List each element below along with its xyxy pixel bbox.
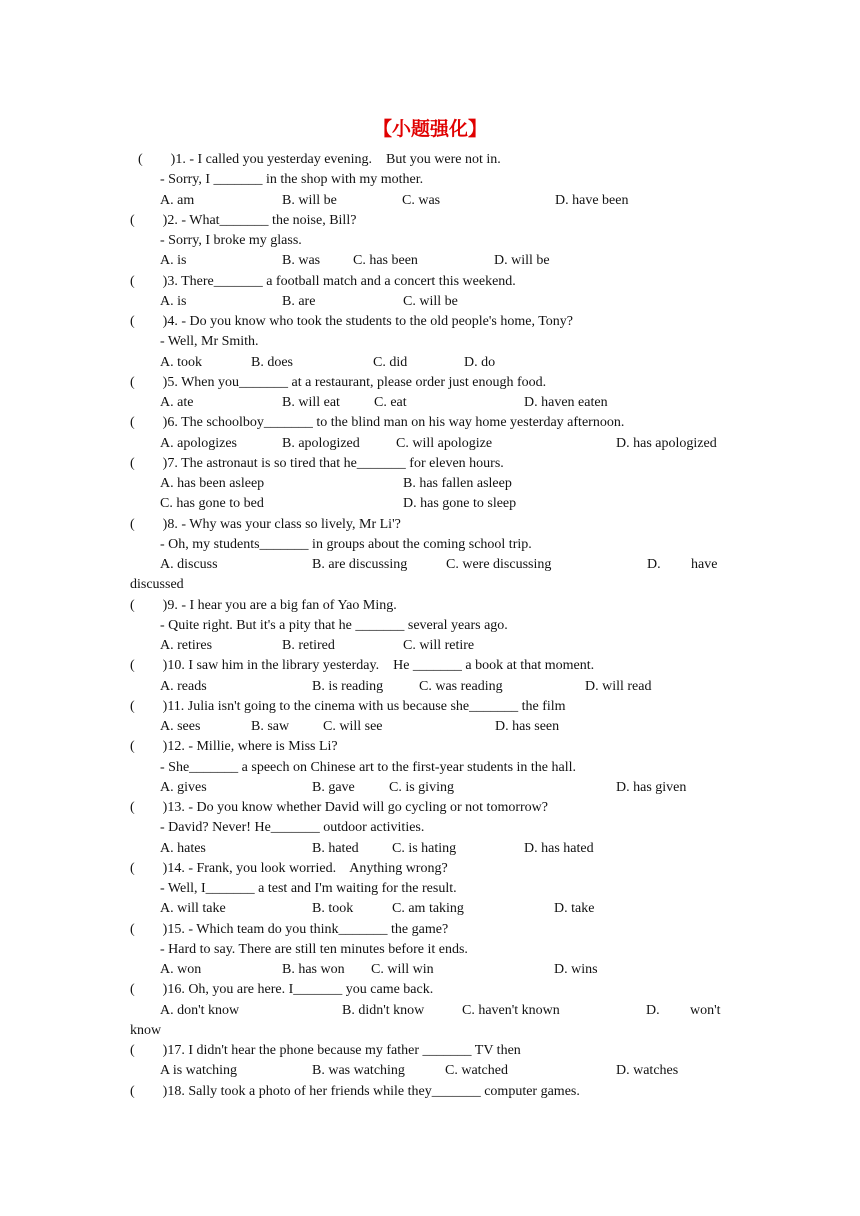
option-d-text: have	[691, 557, 718, 572]
option-d: D. do	[464, 354, 496, 370]
question-17-stem: ( )17. I didn't hear the phone because my father _______ TV then	[130, 1043, 521, 1058]
question-2-stem: ( )2. - What_______ the noise, Bill?	[130, 212, 357, 228]
option-a: A. won	[160, 962, 202, 977]
option-c: C. watched	[445, 1063, 508, 1079]
option-b: B. has won	[282, 962, 345, 977]
question-16-option-d-wrap: know	[130, 1022, 162, 1038]
question-14-sub: - Well, I_______ a test and I'm waiting for the result.	[160, 881, 457, 896]
option-a: A. sees	[160, 719, 201, 734]
option-b: B. has fallen asleep	[403, 476, 512, 491]
option-c: C. will be	[403, 293, 458, 309]
question-2-options	[130, 251, 730, 271]
question-7-options-row2	[130, 494, 730, 514]
question-8-sub: - Oh, my students_______ in groups about the coming school trip.	[160, 536, 532, 552]
question-15-sub: - Hard to say. There are still ten minutes before it ends.	[160, 941, 468, 957]
option-a: A. don't know	[160, 1002, 240, 1018]
option-d: D. will read	[585, 678, 652, 694]
option-d-letter: D.	[646, 1002, 660, 1018]
question-list	[130, 150, 730, 1102]
option-c: C. will apologize	[396, 435, 493, 451]
option-a: A. is	[160, 253, 187, 269]
option-d: D. wins	[554, 962, 598, 977]
option-a: A. gives	[160, 779, 207, 795]
question-12-options	[130, 778, 730, 798]
option-d: D. has gone to sleep	[403, 496, 517, 512]
option-c: C. am taking	[392, 901, 464, 917]
option-b: B. was watching	[312, 1063, 405, 1079]
question-7-stem: ( )7. The astronaut is so tired that he_______ for eleven hours.	[130, 455, 504, 471]
option-a: A. is	[160, 293, 187, 309]
option-a: A. reads	[160, 678, 207, 694]
option-b: B. apologized	[282, 435, 360, 451]
option-d: D. has seen	[495, 719, 560, 734]
option-d: D. has hated	[524, 840, 594, 856]
option-b: B. didn't know	[342, 1002, 425, 1018]
option-b: B. gave	[312, 779, 355, 795]
option-a: A. has been asleep	[160, 476, 265, 491]
option-c: C. is hating	[392, 840, 457, 856]
option-a: A. took	[160, 354, 202, 370]
option-c: C. was reading	[419, 678, 503, 694]
question-6-options	[130, 434, 730, 454]
question-5-stem: ( )5. When you_______ at a restaurant, please order just enough food.	[130, 374, 547, 390]
option-a: A. am	[160, 192, 195, 208]
question-9-sub: - Quite right. But it's a pity that he _______ several years ago.	[160, 617, 508, 633]
option-c: C. has gone to bed	[160, 496, 264, 512]
option-a: A. discuss	[160, 557, 218, 572]
question-14-options	[130, 899, 730, 919]
option-b: B. is reading	[312, 678, 384, 694]
option-c: C. has been	[353, 253, 418, 269]
option-b: B. took	[312, 901, 354, 917]
question-1-sub: - Sorry, I _______ in the shop with my mother.	[160, 172, 424, 188]
option-b: B. retired	[282, 638, 335, 653]
question-4-sub: - Well, Mr Smith.	[160, 334, 259, 350]
question-13-options	[130, 839, 730, 859]
option-c: C. eat	[374, 395, 407, 410]
question-12-stem: ( )12. - Millie, where is Miss Li?	[130, 739, 338, 755]
page-title: 【小题强化】	[372, 118, 487, 140]
option-b: B. was	[282, 253, 321, 269]
option-d: D. haven eaten	[524, 395, 608, 410]
option-c: C. were discussing	[446, 557, 552, 572]
question-2-sub: - Sorry, I broke my glass.	[160, 233, 302, 248]
question-1-options	[130, 191, 730, 211]
option-d: D. has given	[616, 779, 687, 795]
question-15-options	[130, 960, 730, 980]
option-c: C. will retire	[403, 638, 475, 653]
option-c: C. is giving	[389, 779, 454, 795]
option-a: A is watching	[160, 1063, 237, 1079]
option-b: B. hated	[312, 840, 359, 856]
option-b: B. will be	[282, 192, 337, 208]
option-c: C. haven't known	[462, 1002, 560, 1018]
question-6-stem: ( )6. The schoolboy_______ to the blind man on his way home yesterday afternoon.	[130, 415, 625, 431]
option-a: A. hates	[160, 840, 206, 856]
option-c: C. did	[373, 354, 408, 370]
question-10-stem: ( )10. I saw him in the library yesterday. He _______ a book at that moment.	[130, 658, 595, 674]
question-8-stem: ( )8. - Why was your class so lively, Mr Li'?	[130, 516, 401, 532]
option-a: A. apologizes	[160, 435, 237, 451]
question-3-options	[130, 292, 730, 312]
question-12-sub: - She_______ a speech on Chinese art to the first-year students in the hall.	[160, 759, 577, 775]
option-b: B. are discussing	[312, 557, 408, 572]
question-11-stem: ( )11. Julia isn't going to the cinema with us because she_______ the film	[130, 698, 566, 714]
option-b: B. are	[282, 293, 316, 309]
option-d: D. watches	[616, 1063, 679, 1079]
question-9-options	[130, 636, 730, 656]
option-c: C. will win	[371, 962, 434, 977]
option-a: A. ate	[160, 395, 194, 410]
option-d: D. take	[554, 901, 595, 917]
option-d: D. has apologized	[616, 435, 717, 451]
option-a: A. retires	[160, 638, 213, 653]
question-14-stem: ( )14. - Frank, you look worried. Anything wrong?	[130, 860, 448, 876]
option-c: C. will see	[323, 719, 383, 734]
option-b: B. will eat	[282, 395, 340, 410]
question-15-stem: ( )15. - Which team do you think_______ the game?	[130, 921, 449, 937]
question-16-stem: ( )16. Oh, you are here. I_______ you came back.	[130, 982, 434, 998]
question-11-options	[130, 717, 730, 737]
option-d: D. will be	[494, 253, 550, 269]
question-9-stem: ( )9. - I hear you are a big fan of Yao Ming.	[130, 597, 397, 613]
question-4-stem: ( )4. - Do you know who took the students to the old people's home, Tony?	[130, 314, 574, 329]
question-3-stem: ( )3. There_______ a football match and a concert this weekend.	[130, 273, 516, 289]
question-13-stem: ( )13. - Do you know whether David will go cycling or not tomorrow?	[130, 800, 548, 815]
question-18-stem: ( )18. Sally took a photo of her friends while they_______ computer games.	[130, 1083, 580, 1099]
question-16-options	[130, 1001, 730, 1021]
question-17-options	[130, 1061, 730, 1081]
option-d-text: won't	[690, 1002, 721, 1018]
option-d-letter: D.	[647, 557, 661, 572]
question-4-options	[130, 353, 730, 373]
option-d: D. have been	[555, 192, 629, 208]
question-8-options	[130, 555, 730, 575]
question-1-stem: ( )1. - I called you yesterday evening. But you were not in.	[138, 152, 501, 167]
question-5-options	[130, 393, 730, 413]
question-13-sub: - David? Never! He_______ outdoor activities.	[160, 820, 425, 836]
option-b: B. saw	[251, 719, 290, 734]
question-8-option-d-wrap: discussed	[130, 577, 184, 593]
option-c: C. was	[402, 192, 441, 208]
question-10-options	[130, 677, 730, 697]
question-7-options-row1	[130, 474, 730, 494]
option-a: A. will take	[160, 901, 226, 917]
option-b: B. does	[251, 354, 293, 370]
